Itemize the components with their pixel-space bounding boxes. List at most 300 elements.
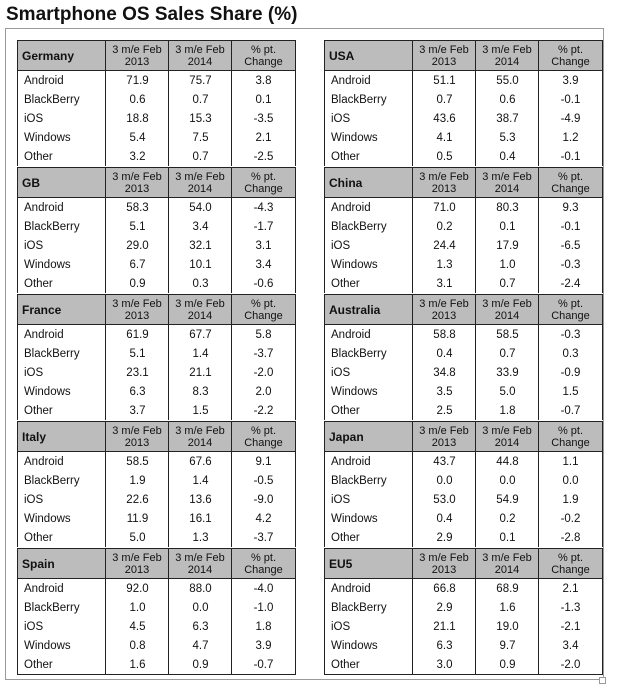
- column-header: 3 m/e Feb 2014: [476, 422, 539, 451]
- os-label: Other: [331, 277, 360, 290]
- os-label: Other: [331, 150, 360, 163]
- share-value: 0.1: [499, 531, 516, 544]
- share-value: 0.3: [562, 347, 579, 360]
- share-value: 58.5: [126, 455, 149, 468]
- share-value: 51.1: [433, 74, 456, 87]
- table-row: [325, 598, 602, 617]
- share-value: -2.0: [560, 658, 581, 671]
- share-value: 58.5: [496, 328, 519, 341]
- table-row: [18, 344, 295, 363]
- share-value: 1.4: [192, 347, 209, 360]
- share-value: 0.6: [129, 93, 146, 106]
- share-value: 54.0: [189, 201, 212, 214]
- region-name: France: [18, 295, 106, 324]
- column-header: 3 m/e Feb 2014: [169, 422, 232, 451]
- table-row: [325, 217, 602, 236]
- share-value: 6.7: [129, 258, 146, 271]
- share-value: 0.9: [192, 658, 209, 671]
- share-value: 3.5: [436, 385, 453, 398]
- share-value: -2.2: [253, 404, 274, 417]
- share-value: 1.8: [499, 404, 516, 417]
- os-label: Windows: [24, 512, 71, 525]
- share-value: 1.1: [562, 455, 579, 468]
- column-header: % pt. Change: [244, 170, 283, 195]
- share-value: 0.0: [562, 474, 579, 487]
- share-value: 58.8: [433, 328, 456, 341]
- table-body: [325, 452, 602, 547]
- share-value: 0.7: [499, 277, 516, 290]
- share-value: 21.1: [189, 366, 212, 379]
- share-value: 3.4: [562, 639, 579, 652]
- share-value: -0.7: [253, 658, 274, 671]
- table-row: [18, 452, 295, 471]
- column-header: 3 m/e Feb 2013: [106, 549, 169, 578]
- os-label: Windows: [331, 258, 378, 271]
- column-divider: [538, 579, 539, 674]
- share-value: 1.9: [129, 474, 146, 487]
- os-label: Android: [24, 328, 64, 341]
- share-value: 5.4: [129, 131, 146, 144]
- table-row: [325, 344, 602, 363]
- table-row: [325, 452, 602, 471]
- share-value: 2.0: [255, 385, 272, 398]
- column-divider: [538, 325, 539, 420]
- share-value: -1.0: [253, 601, 274, 614]
- table-row: [325, 109, 602, 128]
- os-label: BlackBerry: [24, 347, 80, 360]
- table-body: [18, 579, 295, 674]
- column-divider: [538, 198, 539, 293]
- share-value: 15.3: [189, 112, 212, 125]
- table-row: [18, 128, 295, 147]
- table-row: [18, 274, 295, 293]
- table-header: [325, 167, 602, 198]
- share-value: -2.4: [560, 277, 581, 290]
- share-value: 0.9: [499, 658, 516, 671]
- share-value: 88.0: [189, 582, 212, 595]
- column-header: 3 m/e Feb 2013: [413, 295, 476, 324]
- os-label: Other: [24, 531, 53, 544]
- region-name: Germany: [18, 41, 106, 70]
- region-name: USA: [325, 41, 413, 70]
- table-body: [325, 325, 602, 420]
- os-label: BlackBerry: [24, 601, 80, 614]
- share-value: 3.9: [255, 639, 272, 652]
- os-label: iOS: [331, 493, 351, 506]
- table-header: [18, 294, 295, 325]
- table-row: [325, 579, 602, 598]
- share-value: 19.0: [496, 620, 519, 633]
- table-header: [325, 421, 602, 452]
- share-value: 0.7: [499, 347, 516, 360]
- region-name: Japan: [325, 422, 413, 451]
- share-value: 2.5: [436, 404, 453, 417]
- table-header: [18, 40, 295, 71]
- column-header: % pt. Change: [244, 43, 283, 68]
- share-value: 3.8: [255, 74, 272, 87]
- share-value: 18.8: [126, 112, 149, 125]
- share-value: 7.5: [192, 131, 209, 144]
- share-value: 0.3: [192, 277, 209, 290]
- table-row: [325, 274, 602, 293]
- table-row: [325, 401, 602, 420]
- os-label: iOS: [24, 112, 44, 125]
- table-body: [325, 71, 602, 166]
- column-divider: [231, 198, 232, 293]
- os-label: BlackBerry: [24, 220, 80, 233]
- share-value: -1.7: [253, 220, 274, 233]
- column-header: 3 m/e Feb 2014: [169, 41, 232, 70]
- column-divider: [231, 579, 232, 674]
- os-label: Windows: [331, 385, 378, 398]
- table-row: [325, 490, 602, 509]
- share-value: -4.3: [253, 201, 274, 214]
- share-value: 66.8: [433, 582, 456, 595]
- table-row: [18, 655, 295, 674]
- share-value: 0.9: [129, 277, 146, 290]
- column-header: 3 m/e Feb 2013: [106, 295, 169, 324]
- share-value: 8.3: [192, 385, 209, 398]
- share-value: 34.8: [433, 366, 456, 379]
- os-label: Android: [24, 74, 64, 87]
- share-value: 23.1: [126, 366, 149, 379]
- share-value: 0.2: [436, 220, 453, 233]
- share-value: 3.1: [436, 277, 453, 290]
- share-value: 0.0: [499, 474, 516, 487]
- share-value: 1.6: [499, 601, 516, 614]
- column-divider: [231, 452, 232, 547]
- table-row: [325, 128, 602, 147]
- table-row: [18, 509, 295, 528]
- table-row: [325, 382, 602, 401]
- table-row: [18, 598, 295, 617]
- os-label: iOS: [24, 239, 44, 252]
- share-value: 92.0: [126, 582, 149, 595]
- table-row: [325, 655, 602, 674]
- region-table-france: [17, 294, 296, 420]
- column-divider: [538, 71, 539, 166]
- column-header: % pt. Change: [551, 297, 590, 322]
- table-row: [18, 401, 295, 420]
- table-row: [18, 617, 295, 636]
- share-value: 21.1: [433, 620, 456, 633]
- share-value: 1.4: [192, 474, 209, 487]
- share-value: 4.7: [192, 639, 209, 652]
- region-table-australia: [324, 294, 603, 420]
- share-value: 3.1: [255, 239, 272, 252]
- share-value: 0.4: [436, 347, 453, 360]
- table-row: [325, 363, 602, 382]
- table-row: [325, 236, 602, 255]
- share-value: 11.9: [126, 512, 149, 525]
- share-value: 75.7: [189, 74, 212, 87]
- table-body: [18, 325, 295, 420]
- column-header: 3 m/e Feb 2013: [106, 168, 169, 197]
- table-row: [18, 579, 295, 598]
- share-value: -2.0: [253, 366, 274, 379]
- column-header: 3 m/e Feb 2013: [413, 422, 476, 451]
- table-row: [325, 255, 602, 274]
- share-value: -2.1: [560, 620, 581, 633]
- column-header: 3 m/e Feb 2014: [476, 295, 539, 324]
- share-value: 0.5: [436, 150, 453, 163]
- share-value: 1.9: [562, 493, 579, 506]
- column-header: 3 m/e Feb 2013: [106, 422, 169, 451]
- share-value: 55.0: [496, 74, 519, 87]
- share-value: 1.0: [129, 601, 146, 614]
- share-value: 33.9: [496, 366, 519, 379]
- share-value: -4.9: [560, 112, 581, 125]
- os-label: Android: [24, 201, 64, 214]
- share-value: 1.8: [255, 620, 272, 633]
- share-value: 71.9: [126, 74, 149, 87]
- share-value: -3.7: [253, 347, 274, 360]
- share-value: 3.4: [255, 258, 272, 271]
- share-value: -6.5: [560, 239, 581, 252]
- os-label: Windows: [331, 512, 378, 525]
- share-value: 2.1: [562, 582, 579, 595]
- os-label: Other: [24, 150, 53, 163]
- table-body: [18, 198, 295, 293]
- share-value: 3.9: [562, 74, 579, 87]
- share-value: -0.6: [253, 277, 274, 290]
- table-row: [325, 147, 602, 166]
- share-value: 0.4: [499, 150, 516, 163]
- table-header: [18, 421, 295, 452]
- share-value: 1.3: [192, 531, 209, 544]
- region-table-spain: [17, 548, 296, 675]
- share-value: -3.7: [253, 531, 274, 544]
- share-value: 67.7: [189, 328, 212, 341]
- share-value: 0.7: [192, 93, 209, 106]
- os-label: BlackBerry: [24, 474, 80, 487]
- share-value: 43.7: [433, 455, 456, 468]
- region-name: GB: [18, 168, 106, 197]
- os-label: BlackBerry: [24, 93, 80, 106]
- share-value: 68.9: [496, 582, 519, 595]
- region-table-japan: [324, 421, 603, 547]
- column-header: 3 m/e Feb 2014: [476, 168, 539, 197]
- share-value: 4.2: [255, 512, 272, 525]
- column-header: 3 m/e Feb 2013: [413, 41, 476, 70]
- column-header: 3 m/e Feb 2014: [169, 168, 232, 197]
- share-value: -0.9: [560, 366, 581, 379]
- os-label: iOS: [331, 112, 351, 125]
- os-label: Android: [331, 328, 371, 341]
- column-header: 3 m/e Feb 2014: [169, 549, 232, 578]
- table-row: [18, 636, 295, 655]
- share-value: -0.1: [560, 220, 581, 233]
- share-value: 29.0: [126, 239, 149, 252]
- share-value: 1.3: [436, 258, 453, 271]
- share-value: 5.1: [129, 347, 146, 360]
- share-value: 2.9: [436, 601, 453, 614]
- os-label: iOS: [24, 493, 44, 506]
- share-value: 43.6: [433, 112, 456, 125]
- table-row: [18, 490, 295, 509]
- os-label: Android: [24, 455, 64, 468]
- os-label: BlackBerry: [331, 220, 387, 233]
- column-header: % pt. Change: [551, 43, 590, 68]
- os-label: Android: [331, 201, 371, 214]
- os-label: iOS: [331, 239, 351, 252]
- share-value: -9.0: [253, 493, 274, 506]
- share-value: 0.1: [255, 93, 272, 106]
- share-value: 1.5: [562, 385, 579, 398]
- resize-handle[interactable]: [599, 677, 606, 684]
- table-row: [18, 363, 295, 382]
- region-name: Italy: [18, 422, 106, 451]
- share-value: -2.8: [560, 531, 581, 544]
- os-label: Other: [331, 531, 360, 544]
- column-header: % pt. Change: [551, 170, 590, 195]
- os-label: BlackBerry: [331, 347, 387, 360]
- os-label: Other: [331, 658, 360, 671]
- region-table-china: [324, 167, 603, 293]
- column-header: 3 m/e Feb 2014: [169, 295, 232, 324]
- table-row: [325, 325, 602, 344]
- share-value: 0.1: [499, 220, 516, 233]
- share-value: 6.3: [129, 385, 146, 398]
- os-label: Windows: [24, 639, 71, 652]
- share-value: 3.2: [129, 150, 146, 163]
- share-value: 0.7: [192, 150, 209, 163]
- share-value: 0.2: [499, 512, 516, 525]
- os-label: BlackBerry: [331, 474, 387, 487]
- share-value: 61.9: [126, 328, 149, 341]
- os-label: Windows: [24, 258, 71, 271]
- table-row: [18, 147, 295, 166]
- share-value: 9.3: [562, 201, 579, 214]
- share-value: 4.1: [436, 131, 453, 144]
- share-value: 5.3: [499, 131, 516, 144]
- column-header: 3 m/e Feb 2014: [476, 549, 539, 578]
- share-value: 17.9: [496, 239, 519, 252]
- os-label: Windows: [24, 385, 71, 398]
- os-label: Android: [331, 74, 371, 87]
- os-label: Windows: [331, 639, 378, 652]
- column-divider: [231, 325, 232, 420]
- column-header: 3 m/e Feb 2013: [413, 168, 476, 197]
- share-value: 3.7: [129, 404, 146, 417]
- share-value: 6.3: [192, 620, 209, 633]
- share-value: 0.4: [436, 512, 453, 525]
- table-body: [18, 71, 295, 166]
- share-value: 71.0: [433, 201, 456, 214]
- share-value: 13.6: [189, 493, 212, 506]
- share-value: -3.5: [253, 112, 274, 125]
- os-label: Windows: [331, 131, 378, 144]
- share-value: -2.5: [253, 150, 274, 163]
- os-label: Android: [331, 455, 371, 468]
- table-row: [18, 198, 295, 217]
- os-label: Other: [24, 277, 53, 290]
- table-row: [325, 198, 602, 217]
- os-label: BlackBerry: [331, 93, 387, 106]
- share-value: -4.0: [253, 582, 274, 595]
- column-header: 3 m/e Feb 2013: [106, 41, 169, 70]
- share-value: 44.8: [496, 455, 519, 468]
- share-value: 53.0: [433, 493, 456, 506]
- column-header: 3 m/e Feb 2013: [413, 549, 476, 578]
- os-label: Other: [331, 404, 360, 417]
- share-value: -0.3: [560, 328, 581, 341]
- region-table-eu5: [324, 548, 603, 675]
- share-value: -0.3: [560, 258, 581, 271]
- table-row: [18, 255, 295, 274]
- share-value: 67.6: [189, 455, 212, 468]
- region-name: Australia: [325, 295, 413, 324]
- table-row: [325, 617, 602, 636]
- region-table-gb: [17, 167, 296, 293]
- share-value: 1.2: [562, 131, 579, 144]
- region-table-usa: [324, 40, 603, 166]
- os-label: Other: [24, 658, 53, 671]
- share-value: 4.5: [129, 620, 146, 633]
- column-header: % pt. Change: [244, 297, 283, 322]
- table-row: [325, 471, 602, 490]
- column-header: 3 m/e Feb 2014: [476, 41, 539, 70]
- table-row: [325, 636, 602, 655]
- share-value: 1.5: [192, 404, 209, 417]
- share-value: 6.3: [436, 639, 453, 652]
- column-header: % pt. Change: [551, 551, 590, 576]
- column-header: % pt. Change: [551, 424, 590, 449]
- share-value: 2.9: [436, 531, 453, 544]
- share-value: 54.9: [496, 493, 519, 506]
- share-value: 0.6: [499, 93, 516, 106]
- region-table-italy: [17, 421, 296, 547]
- table-row: [325, 509, 602, 528]
- share-value: 38.7: [496, 112, 519, 125]
- table-row: [18, 109, 295, 128]
- column-header: % pt. Change: [244, 551, 283, 576]
- os-label: iOS: [24, 366, 44, 379]
- table-body: [325, 579, 602, 674]
- column-divider: [231, 71, 232, 166]
- share-value: 5.0: [499, 385, 516, 398]
- os-label: BlackBerry: [331, 601, 387, 614]
- share-value: 5.8: [255, 328, 272, 341]
- region-table-germany: [17, 40, 296, 166]
- os-label: Other: [24, 404, 53, 417]
- share-value: 16.1: [189, 512, 212, 525]
- share-value: -0.5: [253, 474, 274, 487]
- share-value: -0.2: [560, 512, 581, 525]
- share-value: 3.0: [436, 658, 453, 671]
- share-value: 22.6: [126, 493, 149, 506]
- share-value: 0.7: [436, 93, 453, 106]
- share-value: 1.0: [499, 258, 516, 271]
- os-label: Android: [331, 582, 371, 595]
- table-header: [325, 40, 602, 71]
- table-row: [18, 217, 295, 236]
- table-row: [18, 382, 295, 401]
- os-label: iOS: [331, 620, 351, 633]
- share-value: -1.3: [560, 601, 581, 614]
- share-value: 9.1: [255, 455, 272, 468]
- table-row: [325, 528, 602, 547]
- os-label: iOS: [331, 366, 351, 379]
- table-body: [18, 452, 295, 547]
- table-header: [18, 548, 295, 579]
- share-value: -0.7: [560, 404, 581, 417]
- share-value: 0.0: [436, 474, 453, 487]
- table-header: [325, 294, 602, 325]
- share-value: -0.1: [560, 93, 581, 106]
- table-row: [18, 71, 295, 90]
- table-header: [18, 167, 295, 198]
